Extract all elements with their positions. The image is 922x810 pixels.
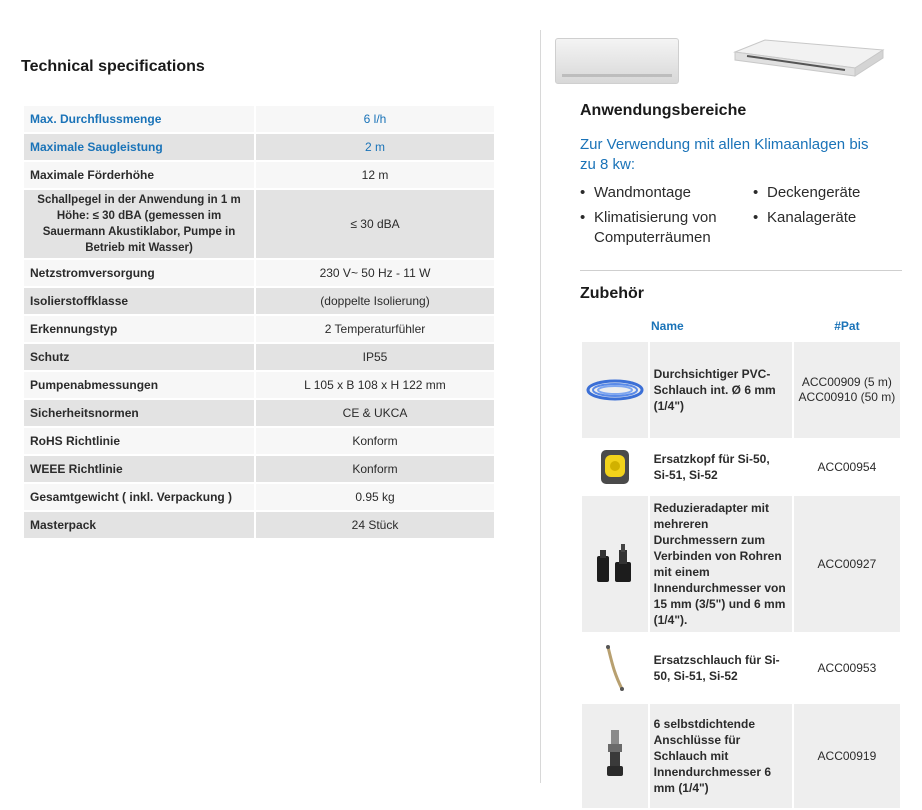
spec-value: 0.95 kg — [255, 483, 495, 511]
spec-key: WEEE Richtlinie — [23, 455, 255, 483]
ceiling-ac-unit-image — [725, 34, 885, 82]
table-row — [581, 341, 901, 439]
accessory-name: Reduzieradapter mit mehreren Durchmessern zum Verbinden von Rohren mit einem Innendurchmesser von 15 mm (3/5") und 6 mm (1/4"). — [649, 495, 793, 633]
spec-value: 230 V~ 50 Hz - 11 W — [255, 259, 495, 287]
accessories-title: Zubehör — [580, 285, 644, 302]
specs-table — [22, 104, 496, 540]
table-row — [581, 703, 901, 809]
spec-key: Erkennungstyp — [23, 315, 255, 343]
spec-key: Pumpenabmessungen — [23, 371, 255, 399]
list-item: • Wandmontage — [580, 183, 740, 203]
tube-coil-icon — [581, 341, 649, 439]
connector-icon — [581, 703, 649, 809]
spec-key: RoHS Richtlinie — [23, 427, 255, 455]
spec-value: CE & UKCA — [255, 399, 495, 427]
specs-title: Technical specifications — [21, 58, 205, 75]
accessory-pat-line: ACC00909 (5 m) — [801, 375, 892, 389]
table-row — [581, 495, 901, 633]
spec-key: Netzstromversorgung — [23, 259, 255, 287]
spec-row — [23, 427, 495, 455]
spec-value: 6 l/h — [255, 105, 495, 133]
column-divider — [540, 30, 541, 783]
spec-row — [23, 259, 495, 287]
spec-row — [23, 483, 495, 511]
list-item: • Deckengeräte — [753, 183, 903, 203]
accessory-pat: ACC00953 — [793, 633, 901, 703]
spec-row — [23, 511, 495, 539]
wall-ac-unit-image — [555, 38, 679, 84]
spec-row — [23, 105, 495, 133]
accessory-pat-line: ACC00910 (50 m) — [798, 390, 896, 404]
accessory-pat — [793, 341, 901, 439]
spec-key: Schutz — [23, 343, 255, 371]
spec-key: Schallpegel in der Anwendung in 1 m Höhe: ≤ 30 dBA (gemessen im Sauermann Akustiklabor, Pumpe in Betrieb mit Wasser) — [23, 189, 255, 259]
applications-list-left — [580, 183, 740, 253]
spare-hose-icon — [581, 633, 649, 703]
list-item: • Klimatisierung von Computerräumen — [580, 208, 740, 248]
spec-row — [23, 189, 495, 259]
col-name-header: Name — [651, 319, 684, 333]
spec-row — [23, 133, 495, 161]
pump-head-icon — [581, 439, 649, 495]
spec-row — [23, 287, 495, 315]
spec-row — [23, 371, 495, 399]
spec-value: Konform — [255, 427, 495, 455]
spec-value: (doppelte Isolierung) — [255, 287, 495, 315]
accessory-pat: ACC00927 — [793, 495, 901, 633]
spec-key: Maximale Förderhöhe — [23, 161, 255, 189]
spec-row — [23, 343, 495, 371]
spec-value: 12 m — [255, 161, 495, 189]
table-row — [581, 633, 901, 703]
spec-key: Max. Durchflussmenge — [23, 105, 255, 133]
accessory-name: 6 selbstdichtende Anschlüsse für Schlauch mit Innendurchmesser 6 mm (1/4") — [649, 703, 793, 809]
spec-value: ≤ 30 dBA — [255, 189, 495, 259]
spec-row — [23, 161, 495, 189]
spec-value: Konform — [255, 455, 495, 483]
spec-key: Isolierstoffklasse — [23, 287, 255, 315]
accessories-table — [580, 312, 902, 810]
applications-list-right — [753, 183, 903, 233]
spec-key: Maximale Saugleistung — [23, 133, 255, 161]
col-pat-header: #Pat — [834, 319, 860, 333]
spec-value: 2 m — [255, 133, 495, 161]
applications-title: Anwendungsbereiche — [580, 102, 747, 119]
accessory-name: Ersatzschlauch für Si-50, Si-51, Si-52 — [649, 633, 793, 703]
accessory-pat: ACC00954 — [793, 439, 901, 495]
accessory-pat: ACC00919 — [793, 703, 901, 809]
accessory-name: Durchsichtiger PVC-Schlauch int. Ø 6 mm (1/4") — [649, 341, 793, 439]
section-divider — [580, 270, 902, 271]
spec-value: 2 Temperaturfühler — [255, 315, 495, 343]
adapter-icon — [581, 495, 649, 633]
spec-row — [23, 455, 495, 483]
table-row — [581, 439, 901, 495]
applications-subtitle: Zur Verwendung mit allen Klimaanlagen bis zu 8 kw: — [580, 136, 869, 173]
spec-key: Gesamtgewicht ( inkl. Verpackung ) — [23, 483, 255, 511]
spec-value: L 105 x B 108 x H 122 mm — [255, 371, 495, 399]
spec-row — [23, 399, 495, 427]
list-item: • Kanalageräte — [753, 208, 903, 228]
spec-key: Sicherheitsnormen — [23, 399, 255, 427]
spec-value: IP55 — [255, 343, 495, 371]
accessory-name: Ersatzkopf für Si-50, Si-51, Si-52 — [649, 439, 793, 495]
spec-row — [23, 315, 495, 343]
spec-value: 24 Stück — [255, 511, 495, 539]
accessories-header-row — [581, 312, 901, 341]
spec-key: Masterpack — [23, 511, 255, 539]
